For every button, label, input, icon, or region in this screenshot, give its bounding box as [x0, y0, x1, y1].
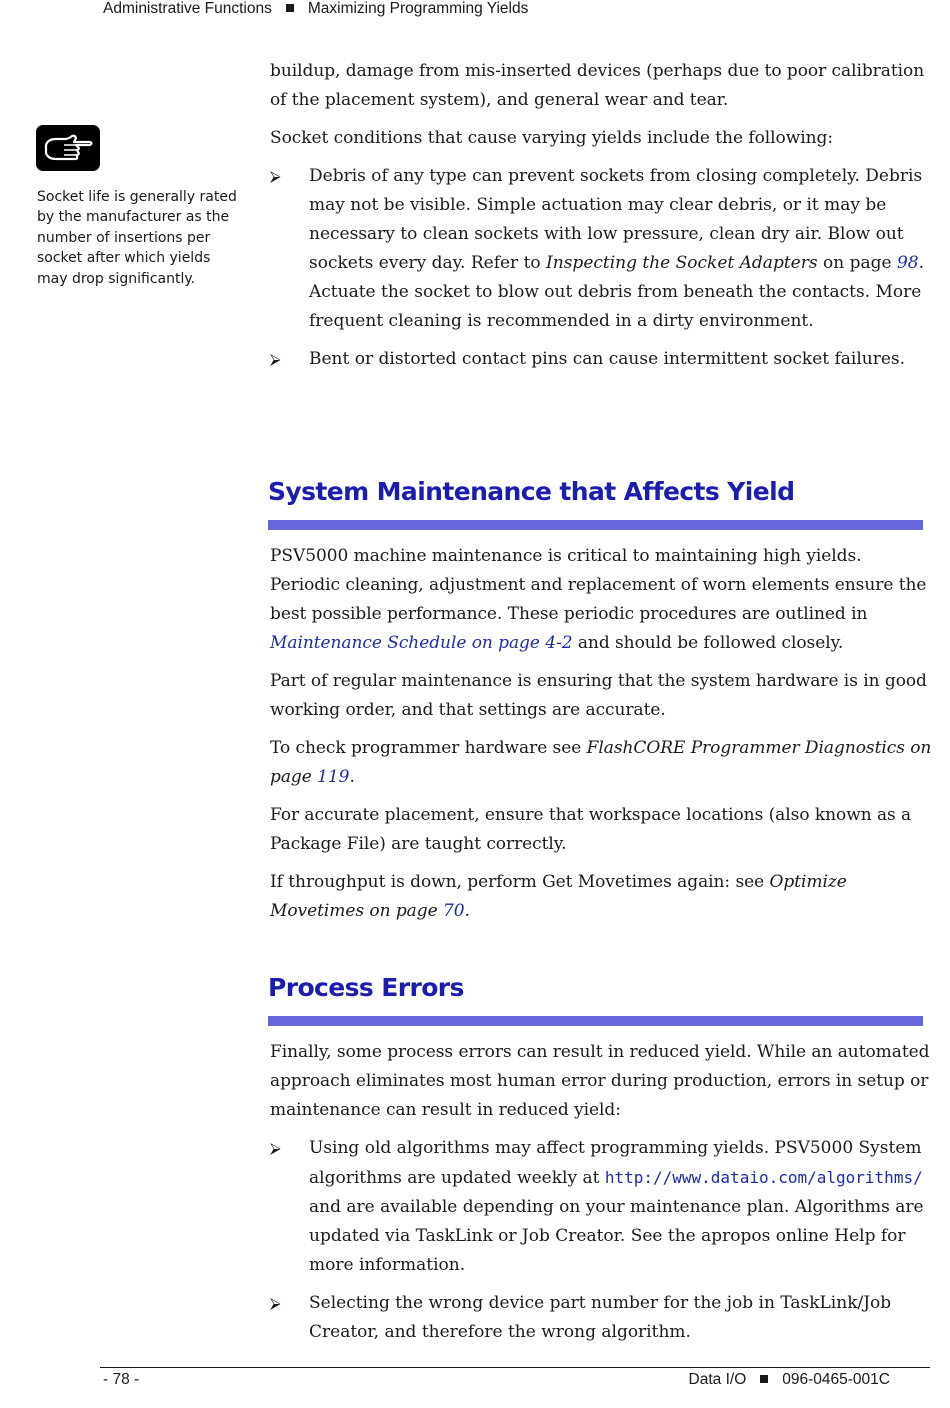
maintenance-paragraph-4: For accurate placement, ensure that workspace locations (also known as a Package File) are taught correctly.: [270, 805, 912, 854]
footer-rule: [100, 1367, 930, 1368]
list-item: ⮚ Using old algorithms may affect programming yields. PSV5000 System algorithms are updated weekly at http://www.dataio.com/algorithms/ and are available depending on your maintenance plan. Algorithms are updated via TaskLink or Job Creator. See the apropos online Help for more information.: [270, 1134, 935, 1280]
footer-company: Data I/O: [688, 1371, 747, 1388]
maintenance-paragraph-1: PSV5000 machine maintenance is critical to maintaining high yields. Periodic cleaning, adjustment and replacement of worn elements ensure the best possible performance. These periodic procedures are outlined in Maintenance Schedule on page 4-2 and should be followed closely.: [270, 546, 927, 653]
cross-reference: Inspecting the Socket Adapters: [546, 253, 818, 273]
maintenance-paragraph-5: If throughput is down, perform Get Movetimes again: see Optimize Movetimes on page 70.: [270, 872, 847, 921]
cross-reference: Optimize Movetimes on page: [270, 872, 847, 921]
heading-title: Process Errors: [268, 973, 464, 1002]
arrow-bullet-icon: ⮚: [270, 1139, 281, 1157]
page-link-119[interactable]: 119: [317, 767, 350, 787]
cross-reference: FlashCORE Programmer Diagnostics on page: [270, 738, 932, 787]
maintenance-schedule-link[interactable]: Maintenance Schedule on page 4-2: [270, 633, 573, 653]
pointing-hand-icon: [36, 125, 100, 171]
heading-title: System Maintenance that Affects Yield: [268, 477, 795, 506]
header-section: Maximizing Programming Yields: [307, 0, 529, 17]
arrow-bullet-icon: ⮚: [270, 1294, 281, 1312]
section-heading-process-errors: [268, 972, 923, 1026]
intro-paragraph-1: buildup, damage from mis-inserted devices (perhaps due to poor calibration of the placement system), and general wear and tear.: [270, 61, 925, 110]
maintenance-paragraph-2: Part of regular maintenance is ensuring that the system hardware is in good working order, and that settings are accurate.: [270, 671, 927, 720]
heading-rule: [268, 520, 923, 530]
intro-paragraph-2: Socket conditions that cause varying yields include the following:: [270, 128, 834, 148]
footer-doc-number: 096-0465-001C: [782, 1371, 890, 1388]
page-link-98[interactable]: 98: [896, 253, 919, 273]
footer-doc-info: [689, 1371, 890, 1389]
sidenote: Socket life is generally rated by the manufacturer as the number of insertions per socket after which yields may drop significantly.: [37, 189, 237, 287]
socket-conditions-list: [270, 162, 935, 374]
process-content: [270, 1038, 935, 1356]
process-errors-list: [270, 1134, 935, 1347]
intro-content: [270, 57, 935, 383]
list-item: ⮚ Selecting the wrong device part number for the job in TaskLink/Job Creator, and therefore the wrong algorithm.: [270, 1289, 935, 1347]
maintenance-paragraph-3: To check programmer hardware see FlashCORE Programmer Diagnostics on page 119.: [270, 738, 932, 787]
algorithms-url-link[interactable]: http://www.dataio.com/algorithms/: [604, 1168, 923, 1187]
list-item: ⮚ Debris of any type can prevent sockets from closing completely. Debris may not be visible. Simple actuation may clear debris, or it may be necessary to clean sockets with low pressure, clean dry air. Blow out sockets every day. Refer to Inspecting the Socket Adapters on page 98. Actuate the socket to blow out debris from beneath the contacts. More frequent cleaning is recommended in a dirty environment.: [270, 162, 935, 336]
list-item: ⮚ Bent or distorted contact pins can cause intermittent socket failures.: [270, 345, 935, 374]
page-link-70[interactable]: 70: [442, 901, 465, 921]
page-number: - 78 -: [103, 1371, 140, 1388]
maintenance-content: [270, 542, 935, 935]
running-header: [103, 0, 528, 18]
header-chapter: Administrative Functions: [103, 0, 272, 17]
arrow-bullet-icon: ⮚: [270, 350, 281, 368]
process-paragraph-1: Finally, some process errors can result in reduced yield. While an automated approach eliminates most human error during production, errors in setup or maintenance can result in reduced yield:: [270, 1042, 930, 1120]
header-separator: [286, 4, 294, 12]
footer-separator: [760, 1375, 768, 1383]
arrow-bullet-icon: ⮚: [270, 167, 281, 185]
heading-rule: [268, 1016, 923, 1026]
section-heading-maintenance: [268, 476, 923, 530]
